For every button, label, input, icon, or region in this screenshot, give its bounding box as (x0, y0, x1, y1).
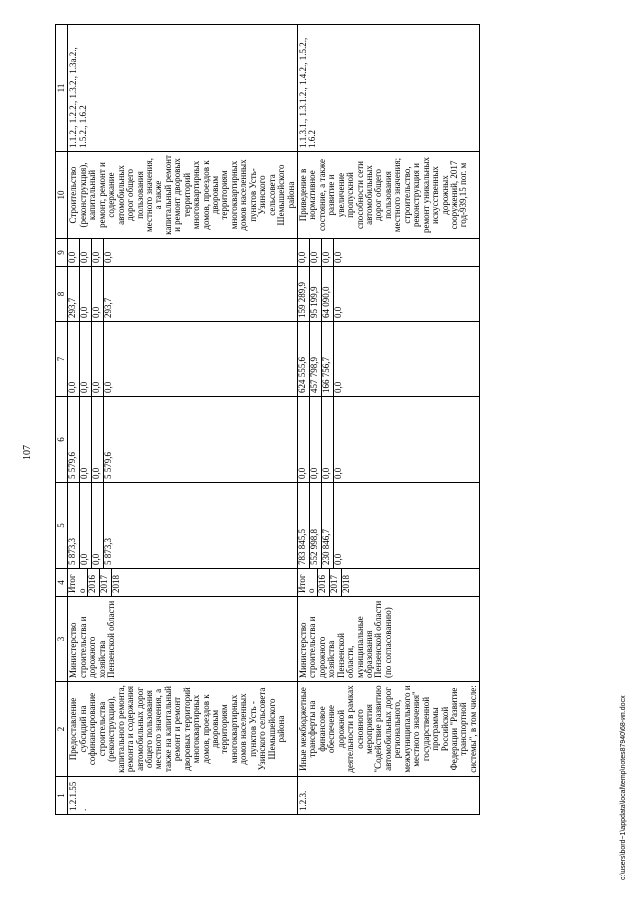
col-header: 7 (56, 322, 68, 397)
item-number: 1.2.1.55. (68, 777, 298, 815)
amount: 457 798,9 (309, 322, 321, 396)
col-header: 2 (56, 682, 68, 777)
federal-budget-cell (68, 322, 298, 397)
regional-budget-cell (68, 397, 298, 483)
amount: 0,0 (332, 381, 343, 393)
year-label: 2017 (329, 569, 341, 596)
local-budget-cell (68, 267, 298, 322)
amount: 5 579,6 (103, 452, 114, 479)
col-header: 5 (56, 483, 68, 569)
total-funding-cell (68, 483, 298, 569)
col-header: 1 (56, 777, 68, 815)
measure-name: Предоставление субсидий на софинансирование строительства (реконструкции), капитального ремонта, ремонта и содержания автомобильных дорог общего пользования местного значения, а также на капитальный ремонт и ремонт дворовых территорий многоквартирных домов, проездов к дворовым территориям многоквартирных домов населенных пунктов Усть - Узинского сельсовета Шемышейского района (68, 682, 298, 777)
col-header: 9 (56, 239, 68, 267)
year-label: 2017 (100, 569, 112, 596)
amount: 0,0 (68, 239, 80, 266)
col-header: 4 (56, 569, 68, 597)
amount: 0,0 (309, 397, 321, 482)
amount: 0,0 (309, 239, 321, 266)
indicator-links: 1.1.2., 1.2.2., 1.3.2., 1.3а.2., 1.5.2., 1.6.2 (68, 25, 298, 152)
col-header: 11 (56, 25, 68, 152)
table-row (297, 25, 479, 815)
amount: 0,0 (332, 553, 343, 565)
amount: 95 199,9 (309, 267, 321, 321)
years-cell (297, 569, 479, 597)
amount: 0,0 (80, 239, 92, 266)
year-label: Итого (298, 569, 317, 596)
years-cell (68, 569, 298, 597)
item-number: 1.2.3. (297, 777, 479, 815)
amount: 0,0 (298, 397, 310, 482)
local-budget-cell (297, 267, 479, 322)
measure-name: Иные межбюджетные трансферты на финансовое обеспечение дорожной деятельности в рамках основного мероприятия "Содействие развитию автомобильных дорог регионального, межмуниципального и местного значения" государственной программы Российской Федерации "Развитие транспортной системы", в том числе: (297, 682, 479, 777)
amount: 0,0 (80, 483, 92, 568)
year-label: 2016 (88, 569, 100, 596)
expected-result: Строительство (реконструкция), капитальный ремонт, ремонт и содержание автомобильных дорог общего пользования местного значения, а также капитальный ремонт и ремонт дворовых территорий многоквартирных домов, проездов к дворовым территориям многоквартирных домов населенных пунктов Усть-Узинского сельсовета Шемышейского района (68, 152, 298, 239)
column-number-row (56, 25, 68, 815)
amount: 0,0 (92, 322, 104, 396)
amount: 230 846,7 (321, 483, 333, 568)
amount: 0,0 (298, 239, 310, 266)
col-header: 10 (56, 152, 68, 239)
col-header: 8 (56, 267, 68, 322)
amount: 0,0 (332, 306, 343, 318)
table-row (68, 25, 298, 815)
amount: 64 090,0 (321, 267, 333, 321)
federal-budget-cell (297, 322, 479, 397)
amount: 0,0 (321, 239, 333, 266)
total-funding-cell (297, 483, 479, 569)
amount: 5 873,3 (68, 483, 80, 568)
amount: 0,0 (80, 267, 92, 321)
file-path-footer: c:\users\bord~1\appdata\local\temp\notes87940\68-ип.docx (620, 695, 627, 880)
amount: 293,7 (103, 297, 114, 318)
amount: 0,0 (92, 397, 104, 482)
amount: 5 579,6 (68, 397, 80, 482)
program-measures-table (55, 24, 480, 815)
amount: 0,0 (92, 267, 104, 321)
amount: 0,0 (332, 251, 343, 263)
other-sources-cell (68, 239, 298, 267)
amount: 0,0 (92, 239, 104, 266)
amount: 624 555,6 (298, 322, 310, 396)
amount: 0,0 (68, 322, 80, 396)
year-label: 2018 (340, 575, 351, 593)
col-header: 6 (56, 397, 68, 483)
amount: 783 845,5 (298, 483, 310, 568)
amount: 0,0 (321, 397, 333, 482)
amount: 0,0 (332, 467, 343, 479)
other-sources-cell (297, 239, 479, 267)
amount: 159 289,9 (298, 267, 310, 321)
amount: 293,7 (68, 267, 80, 321)
amount: 0,0 (80, 322, 92, 396)
year-label: Итого (68, 569, 87, 596)
year-label: 2016 (317, 569, 329, 596)
amount: 0,0 (103, 381, 114, 393)
executor: Министерство строительства и дорожного хозяйства Пензенской области, муниципальные образования Пензенской области (по согласованию) (297, 597, 479, 682)
page-number: 107 (22, 445, 33, 460)
amount: 5 873,3 (103, 538, 114, 565)
amount: 166 756,7 (321, 322, 333, 396)
indicator-links: 1.1.3.1., 1.3.1.2., 1.4.2., 1.5.2., 1.6.2 (297, 25, 479, 152)
regional-budget-cell (297, 397, 479, 483)
amount: 552 998,8 (309, 483, 321, 568)
executor: Министерство строительства и дорожного хозяйства Пензенской области (68, 597, 298, 682)
year-label: 2018 (111, 575, 122, 593)
amount: 0,0 (103, 251, 114, 263)
expected-result: Приведение в нормативное состояние, а также развитие и увеличение пропускной способности сети автомобильных дорог общего пользования местного значения; строительство, реконструкция и ремонт уникальных искусственных дорожных сооружений, 2017 год-939,15 пог. м (297, 152, 479, 239)
col-header: 3 (56, 597, 68, 682)
amount: 0,0 (92, 483, 104, 568)
amount: 0,0 (80, 397, 92, 482)
